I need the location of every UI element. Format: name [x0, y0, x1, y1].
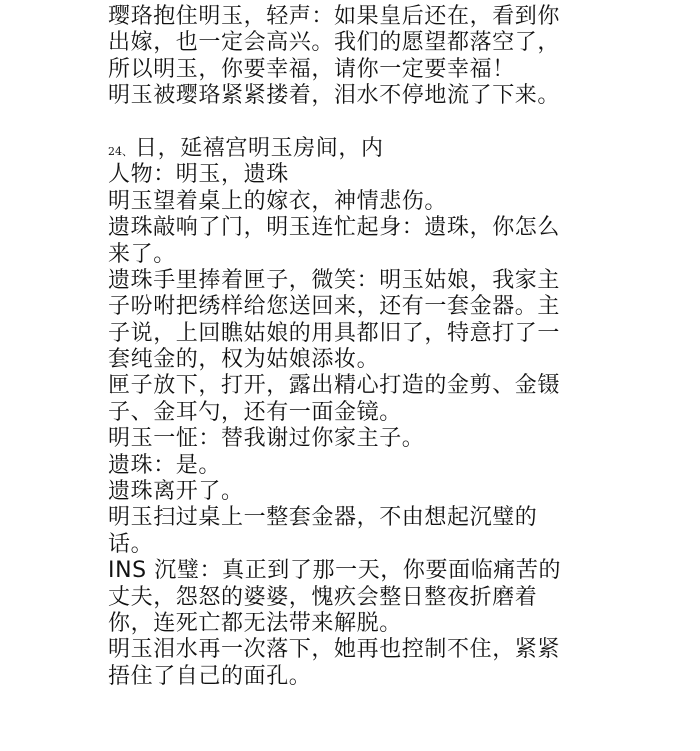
text-line: 明玉泪水再一次落下，她再也控制不住，紧紧	[108, 637, 561, 663]
paragraph-gap	[108, 110, 613, 136]
text-line: 话。	[108, 531, 154, 557]
text-line: 明玉扫过桌上一整套金器，不由想起沉璧的	[108, 505, 538, 531]
text-line: 人物：明玉，遗珠	[108, 162, 289, 188]
script-text	[108, 4, 613, 690]
text-line: 出嫁，也一定会高兴。我们的愿望都落空了，	[108, 30, 561, 56]
text-line: 明玉望着桌上的嫁衣，神情悲伤。	[108, 188, 448, 214]
scene-heading-text: 日，延禧宫明玉房间，内	[135, 135, 384, 161]
scene-number: 24、	[108, 144, 133, 158]
text-line: 你，连死亡都无法带来解脱。	[108, 610, 402, 636]
text-line: INS 沉璧：真正到了那一天，你要面临痛苦的	[108, 558, 562, 584]
text-line: 来了。	[108, 241, 176, 267]
text-line: 子说，上回瞧姑娘的用具都旧了，特意打了一	[108, 320, 561, 346]
text-line: 子、金耳勺，还有一面金镜。	[108, 399, 402, 425]
text-line: 明玉被璎珞紧紧搂着，泪水不停地流了下来。	[108, 83, 561, 109]
text-line: 子吩咐把绣样给您送回来，还有一套金器。主	[108, 294, 561, 320]
text-line: 丈夫，怨怒的婆婆，愧疚会整日整夜折磨着	[108, 584, 538, 610]
text-line: 明玉一怔：替我谢过你家主子。	[108, 426, 425, 452]
text-line: 遗珠手里捧着匣子，微笑：明玉姑娘，我家主	[108, 267, 561, 293]
text-line: 璎珞抱住明玉，轻声：如果皇后还在，看到你	[108, 4, 561, 29]
text-line: 遗珠离开了。	[108, 479, 244, 505]
text-line: 捂住了自己的面孔。	[108, 663, 312, 689]
scene-heading	[108, 136, 613, 162]
text-line: 所以明玉，你要幸福，请你一定要幸福！	[108, 56, 515, 82]
text-line: 套纯金的，权为姑娘添妆。	[108, 347, 380, 373]
text-line: 遗珠敲响了门，明玉连忙起身：遗珠，你怎么	[108, 215, 561, 241]
text-line: 遗珠：是。	[108, 452, 222, 478]
text-line: 匣子放下，打开，露出精心打造的金剪、金镊	[108, 373, 561, 399]
